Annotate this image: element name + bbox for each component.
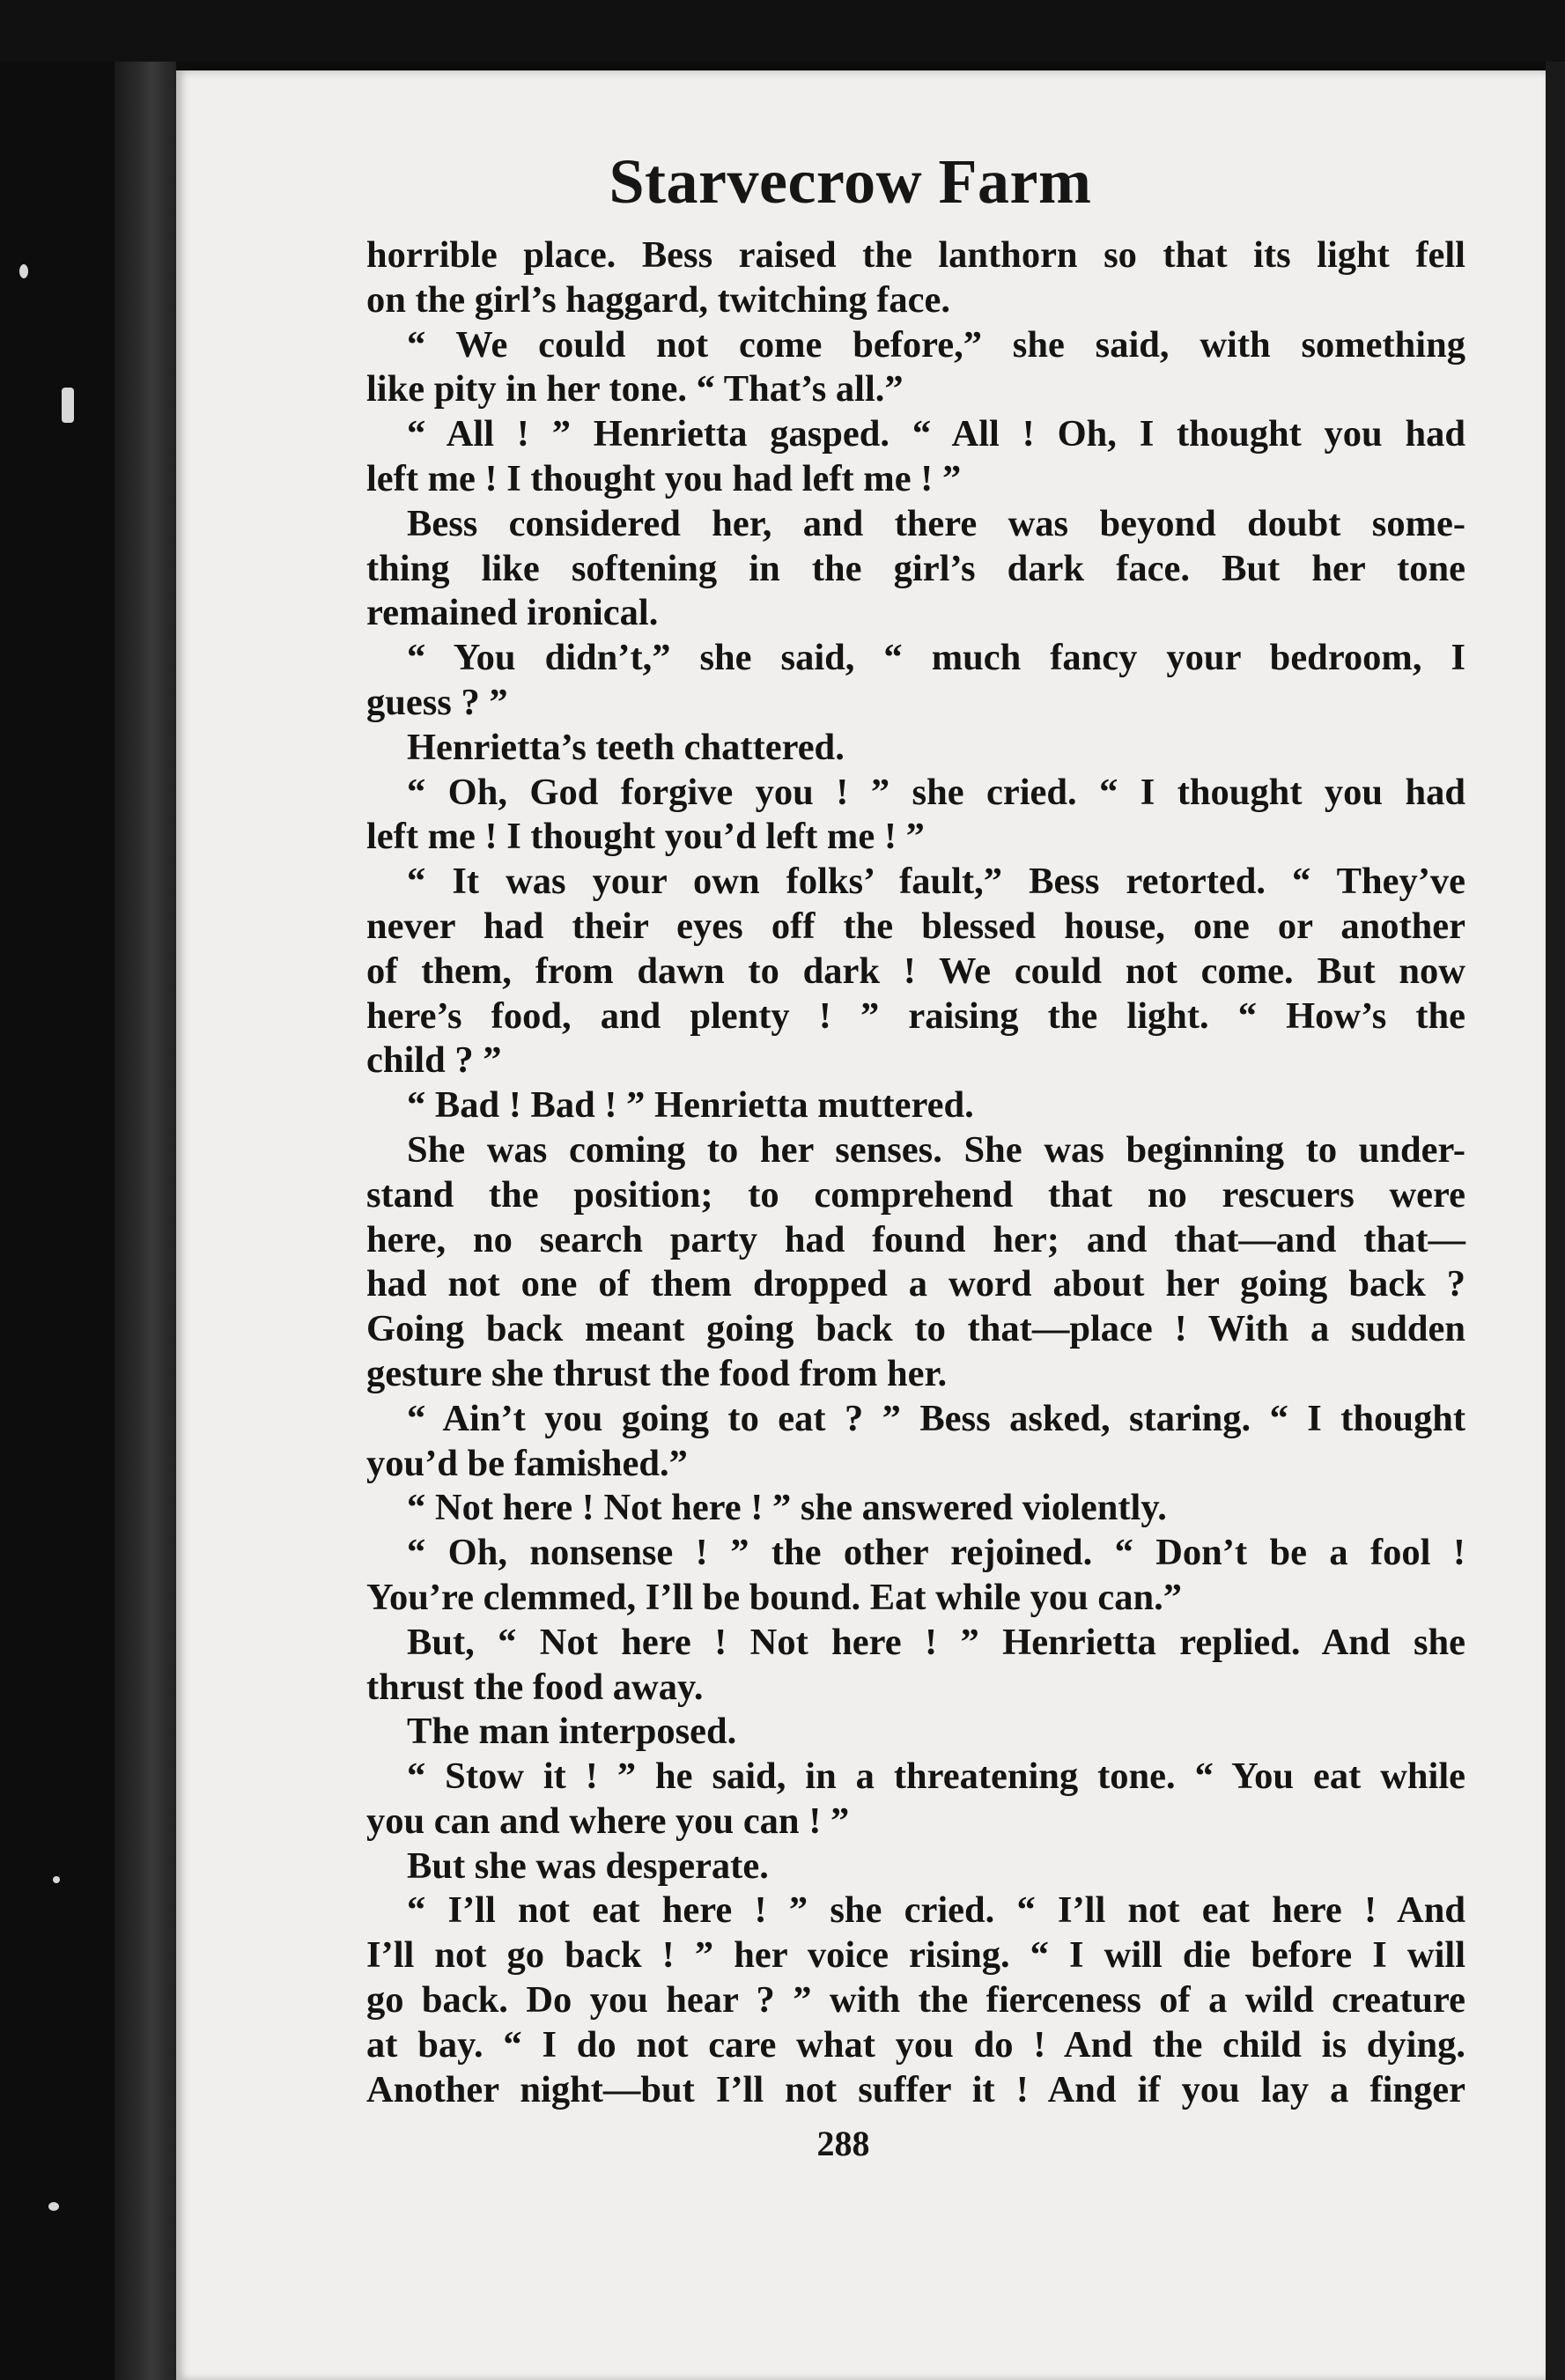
scan-speck (62, 388, 74, 423)
text-line: on the girl’s haggard, twitching face. (366, 278, 951, 321)
text-line: I’ll not go back ! ” her voice rising. “ I will die before I will (366, 1934, 1465, 1977)
text-line: thrust the food away. (366, 1666, 704, 1708)
text-line: Another night—but I’ll not suffer it ! And if you lay a finger (366, 2068, 1465, 2110)
text-line: had not one of them dropped a word about her going back ? (366, 1263, 1465, 1305)
text-line: of them, from dawn to dark ! We could not come. But now (366, 950, 1465, 992)
text-line: But she was desperate. (407, 1844, 769, 1887)
body-text (366, 233, 1465, 2112)
text-line: go back. Do you hear ? ” with the fierceness of a wild creature (366, 1979, 1465, 2022)
text-line: stand the position; to comprehend that no rescuers were (366, 1173, 1465, 1216)
text-line: left me ! I thought you’d left me ! ” (366, 816, 925, 858)
scan-speck (19, 264, 28, 278)
scan-speck (48, 2202, 59, 2211)
text-line: remained ironical. (366, 592, 659, 634)
text-line: “ We could not come before,” she said, with something (407, 323, 1465, 366)
text-line: here’s food, and plenty ! ” raising the light. “ How’s the (366, 994, 1465, 1037)
running-head-title: Starvecrow Farm (609, 146, 1092, 217)
text-line: never had their eyes off the blessed house, one or another (366, 905, 1465, 947)
text-line: “ All ! ” Henrietta gasped. “ All ! Oh, I thought you had (407, 413, 1465, 455)
text-line: you can and where you can ! ” (366, 1800, 850, 1842)
page-number-text: 288 (816, 2124, 870, 2163)
text-line: Bess considered her, and there was beyond doubt some- (407, 502, 1465, 544)
text-line: here, no search party had found her; and that—and that— (366, 1218, 1465, 1260)
text-line: guess ? ” (366, 681, 508, 723)
text-line: “ You didn’t,” she said, “ much fancy your bedroom, I (407, 637, 1465, 679)
text-line: “ I’ll not eat here ! ” she cried. “ I’ll not eat here ! And (407, 1889, 1465, 1932)
text-line: Going back meant going back to that—place ! With a sudden (366, 1308, 1465, 1350)
text-line: But, “ Not here ! Not here ! ” Henrietta replied. And she (407, 1621, 1465, 1663)
scan-right-border (1546, 62, 1565, 2380)
running-head (176, 145, 1546, 218)
text-line: horrible place. Bess raised the lanthorn so that its light fell (366, 234, 1465, 276)
scan-top-border (0, 0, 1565, 62)
text-line: at bay. “ I do not care what you do ! And the child is dying. (366, 2023, 1465, 2066)
text-line: Henrietta’s teeth chattered. (407, 726, 845, 768)
text-line: “ It was your own folks’ fault,” Bess retorted. “ They’ve (407, 861, 1465, 903)
text-line: thing like softening in the girl’s dark face. But her tone (366, 547, 1465, 589)
text-line: left me ! I thought you had left me ! ” (366, 457, 962, 499)
scan-speck (53, 1876, 60, 1883)
text-line: “ Not here ! Not here ! ” she answered violently. (407, 1487, 1167, 1529)
text-line: you’d be famished.” (366, 1442, 688, 1484)
page-number (176, 2123, 1546, 2164)
text-line: “ Bad ! Bad ! ” Henrietta muttered. (407, 1084, 974, 1127)
text-line: “ Oh, God forgive you ! ” she cried. “ I thought you had (407, 771, 1465, 813)
text-line: like pity in her tone. “ That’s all.” (366, 368, 904, 410)
text-line: “ Oh, nonsense ! ” the other rejoined. “ Don’t be a fool ! (407, 1532, 1465, 1574)
text-line: You’re clemmed, I’ll be bound. Eat while you can.” (366, 1576, 1182, 1618)
text-line: “ Stow it ! ” he said, in a threatening tone. “ You eat while (407, 1755, 1465, 1798)
book-gutter (114, 62, 176, 2380)
text-line: gesture she thrust the food from her. (366, 1352, 948, 1394)
text-line: child ? ” (366, 1039, 502, 1082)
text-line: She was coming to her senses. She was beginning to under- (407, 1128, 1465, 1171)
text-line: “ Ain’t you going to eat ? ” Bess asked, staring. “ I thought (407, 1397, 1465, 1439)
text-line: The man interposed. (407, 1711, 737, 1753)
